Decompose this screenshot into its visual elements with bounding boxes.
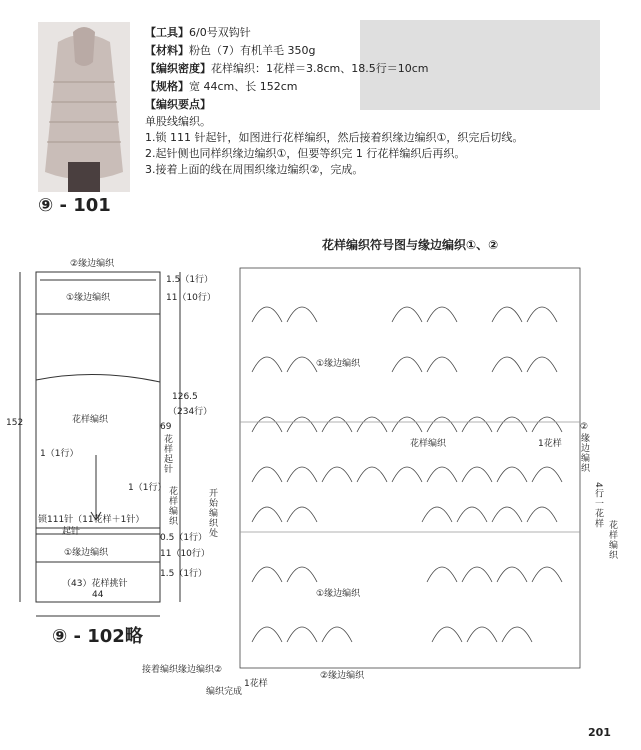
schem-chain-start-b: 起针 [62, 527, 81, 537]
step-0: 单股线编织。 [145, 115, 211, 128]
schem-len-rows: （234行） [168, 407, 213, 417]
stitch-chart [232, 262, 592, 682]
spec-size: 【规格】宽 44cm、长 152cm [145, 80, 298, 93]
schem-row-top-b: 11（10行） [166, 293, 216, 303]
schem-edge2-top: ②缘边编织 [70, 259, 115, 269]
chart-start-label: 开始编织处 [207, 488, 217, 538]
chart-edge1-top: ①缘边编织 [316, 359, 361, 369]
schem-len-main: 126.5 [172, 392, 198, 402]
product-id: ⑨ - 101 [38, 195, 111, 216]
spec-gauge: 【编织密度】花样编织：1花样＝3.8cm、18.5行＝10cm [145, 62, 429, 75]
chart-join-label: 接着编织缘边编织② [142, 665, 223, 675]
schem-width-stitch: （43）花样挑针 [62, 579, 128, 589]
schem-row-1b: 1（1行） [128, 483, 167, 493]
chart-one-pattern-bottom: 1花样 [244, 679, 268, 689]
product-photo [38, 22, 130, 192]
step-1: 1.锁 111 针起针，如图进行花样编织，然后接着织缘边编织①，织完后切线。 [145, 131, 524, 144]
schem-edge1-bottom: ①缘边编织 [64, 548, 109, 558]
chart-four-rows: 4行一花样 [593, 482, 603, 529]
spec-points: 【编织要点】 [145, 98, 211, 111]
schem-69: 69 [160, 422, 172, 432]
schem-row-bot-a: 0.5（1行） [160, 533, 208, 543]
chart-pattern-right: 花样编织 [607, 520, 617, 560]
schem-pattern: 花样编织 [72, 415, 109, 425]
schem-width-44: 44 [92, 590, 104, 600]
schem-chain-start: 锁111针（11花样＋1针） [38, 515, 145, 525]
chart-title: 花样编织符号图与缘边编织①、② [322, 238, 499, 252]
page-number: 201 [588, 726, 611, 739]
step-2: 2.起针侧也同样织缘边编织①，但要等织完 1 行花样编织后再织。 [145, 147, 466, 160]
schematic-diagram [0, 250, 230, 620]
chart-pattern: 花样编织 [410, 439, 447, 449]
chart-finish-label: 编织完成 [206, 687, 243, 697]
spec-tool: 【工具】6/0号双钩针 [145, 26, 251, 39]
chart-edge2-right: ②缘边编织 [579, 422, 589, 473]
product-id-2: ⑨ - 102略 [52, 626, 143, 647]
step-3: 3.接着上面的线在周围织缘边编织②，完成。 [145, 163, 364, 176]
spec-material: 【材料】粉色（7）有机羊毛 350g [145, 44, 316, 57]
schem-row-top-a: 1.5（1行） [166, 275, 214, 285]
knitting-steps [145, 114, 523, 178]
chart-one-pattern: 1花样 [538, 439, 562, 449]
chart-edge2-bottom: ②缘边编织 [320, 671, 365, 681]
schem-len-152: 152 [6, 418, 24, 428]
schem-side-label: 花样起针 [162, 434, 172, 474]
schem-row-bot-b: 11（10行） [160, 549, 210, 559]
schem-row-1a: 1（1行） [40, 449, 79, 459]
schem-edge1-top: ①缘边编织 [66, 293, 111, 303]
schem-row-bot-c: 1.5（1行） [160, 569, 208, 579]
chart-edge1-bottom: ①缘边编织 [316, 589, 361, 599]
schem-side-pattern: 花样编织 [167, 486, 177, 526]
